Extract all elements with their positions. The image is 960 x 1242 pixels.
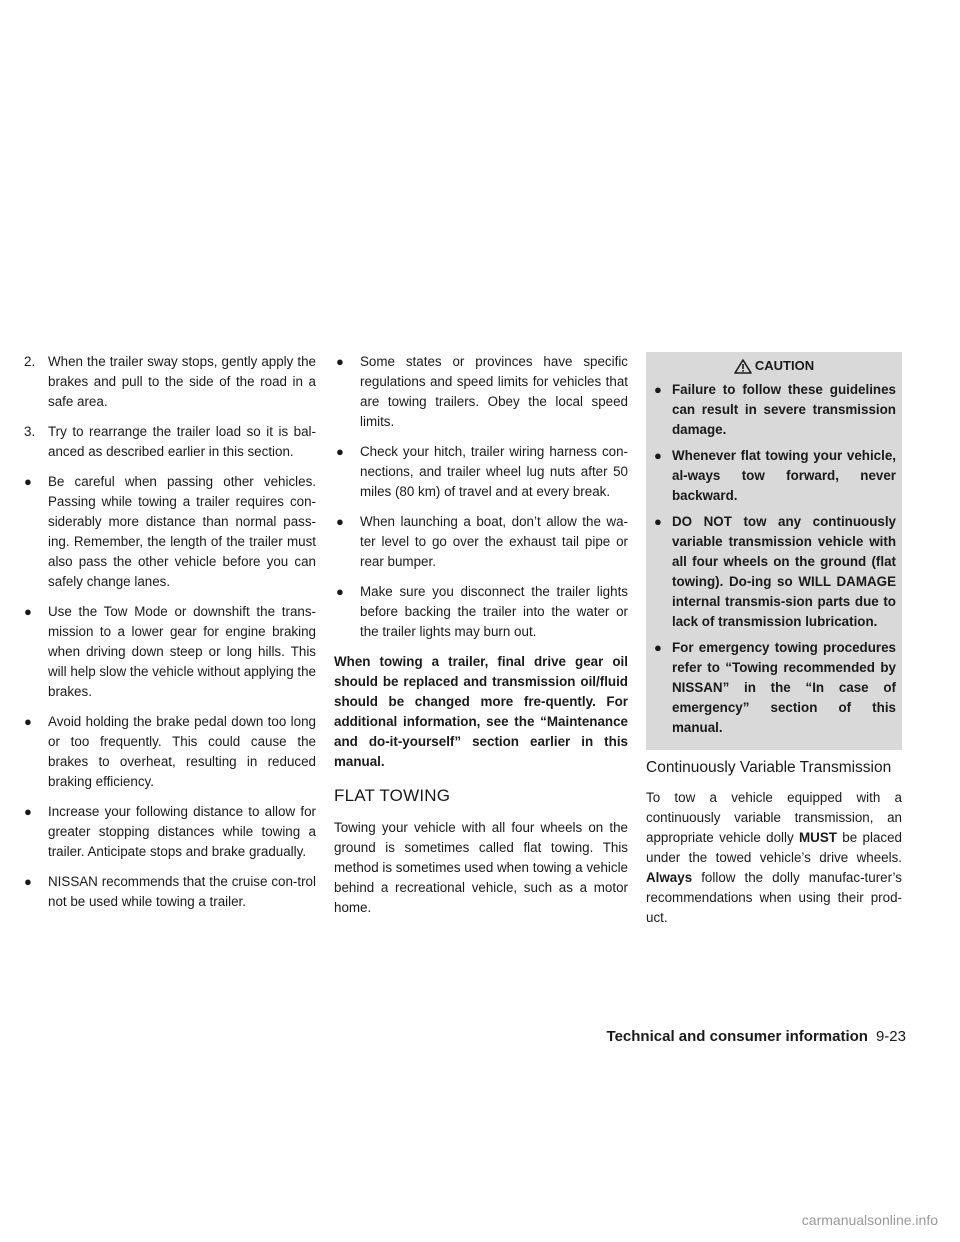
cvt-emphasis-must: MUST: [799, 830, 837, 845]
bullet-text: Be careful when passing other vehicles. Passing while towing a trailer requires con-siderably more distance than normal pass-ing. Remember, the length of the trailer must also pass the other vehicle before you can safely change lanes.: [48, 474, 316, 589]
caution-item: [652, 638, 896, 738]
item-number: 3.: [24, 424, 36, 439]
bullet-item: [334, 352, 628, 432]
caution-text: Failure to follow these guidelines can result in severe transmission damage.: [672, 382, 896, 437]
bullet-text: NISSAN recommends that the cruise con-trol not be used while towing a trailer.: [48, 874, 316, 909]
caution-text: DO NOT tow any continuously variable transmission vehicle with all four wheels on the ground (flat towing). Do-ing so WILL DAMAGE internal transmis-sion parts due to lack of transmission lubrication.: [672, 514, 896, 629]
bullet-icon: ●: [654, 514, 662, 529]
column-left: [22, 352, 316, 922]
column-middle: [334, 352, 628, 929]
cvt-text-2: be placed under the towed vehicle’s drive wheels.: [646, 830, 902, 865]
caution-title: CAUTION: [754, 358, 815, 373]
bullet-icon: ●: [24, 714, 32, 729]
footer-section-title: Technical and consumer information: [606, 1028, 868, 1045]
caution-item: [652, 446, 896, 506]
column-right: [646, 352, 902, 939]
bullet-icon: ●: [336, 584, 344, 599]
bullet-icon: ●: [654, 640, 662, 655]
numbered-item-2: [22, 352, 316, 412]
cvt-paragraph: [646, 788, 902, 928]
item-number: 2.: [24, 354, 36, 369]
bullet-icon: ●: [654, 448, 662, 463]
subheading-cvt: Continuously Variable Transmission: [646, 759, 892, 776]
item-text: Try to rearrange the trailer load so it is bal-anced as described earlier in this section.: [48, 424, 316, 459]
bullet-text: Avoid holding the brake pedal down too long or too frequently. This could cause the brakes to overheat, resulting in reduced braking efficiency.: [48, 714, 316, 789]
caution-header: [652, 356, 896, 376]
caution-text: Whenever flat towing your vehicle, al-ways tow forward, never backward.: [672, 448, 896, 503]
bullet-icon: ●: [654, 382, 662, 397]
numbered-item-3: [22, 422, 316, 462]
bullet-text: When launching a boat, don’t allow the wa-ter level to go over the exhaust tail pipe or rear bumper.: [360, 514, 628, 569]
section-heading-flat-towing: FLAT TOWING: [334, 786, 451, 805]
maintenance-note: When towing a trailer, final drive gear oil should be replaced and transmission oil/fluid should be changed more fre-quently. For additional information, see the “Maintenance and do-it-yourself” section earlier in this manual.: [334, 654, 628, 769]
bullet-icon: ●: [336, 444, 344, 459]
caution-box: [646, 352, 902, 750]
cvt-text-3: follow the dolly manufac-turer’s recommendations when using their prod-uct.: [646, 870, 902, 925]
bullet-item: [334, 442, 628, 502]
bullet-text: Make sure you disconnect the trailer lights before backing the trailer into the water or the trailer lights may burn out.: [360, 584, 628, 639]
page-footer: [607, 1028, 906, 1045]
bullet-item: [22, 872, 316, 912]
caution-item: [652, 380, 896, 440]
bullet-icon: ●: [336, 514, 344, 529]
item-text: When the trailer sway stops, gently apply the brakes and pull to the side of the road in a safe area.: [48, 354, 316, 409]
bullet-text: Increase your following distance to allow for greater stopping distances while towing a trailer. Anticipate stops and brake gradually.: [48, 804, 316, 859]
bullet-item: [22, 712, 316, 792]
cvt-emphasis-always: Always: [646, 870, 693, 885]
bullet-icon: ●: [24, 804, 32, 819]
bullet-text: Check your hitch, trailer wiring harness con-nections, and trailer wheel lug nuts after 50 miles (80 km) of travel and at every break.: [360, 444, 628, 499]
caution-text: For emergency towing procedures refer to “Towing recommended by NISSAN” in the “In case of emergency” section of this manual.: [672, 640, 896, 735]
page-number: 9-23: [875, 1028, 906, 1045]
cvt-text-1: To tow a vehicle equipped with a continuously variable transmission, an appropriate vehicle dolly: [646, 790, 902, 845]
bullet-icon: ●: [336, 354, 344, 369]
bullet-item: [22, 802, 316, 862]
caution-item: [652, 512, 896, 632]
bullet-item: [22, 472, 316, 592]
bullet-text: Some states or provinces have specific regulations and speed limits for vehicles that are towing trailers. Obey the local speed limits.: [360, 354, 628, 429]
bullet-icon: ●: [24, 874, 32, 889]
bullet-item: [334, 582, 628, 642]
bullet-item: [22, 602, 316, 702]
flat-towing-paragraph: Towing your vehicle with all four wheels on the ground is sometimes called flat towing. This method is sometimes used when towing a vehicle behind a recreational vehicle, such as a motor home.: [334, 820, 628, 915]
bullet-icon: ●: [24, 604, 32, 619]
bullet-item: [334, 512, 628, 572]
warning-triangle-icon: [734, 359, 752, 374]
bullet-text: Use the Tow Mode or downshift the trans-mission to a lower gear for engine braking when driving down steep or long hills. This will help slow the vehicle without applying the brakes.: [48, 604, 316, 699]
bullet-icon: ●: [24, 474, 32, 489]
watermark: carmanualsonline.info: [801, 1212, 938, 1228]
